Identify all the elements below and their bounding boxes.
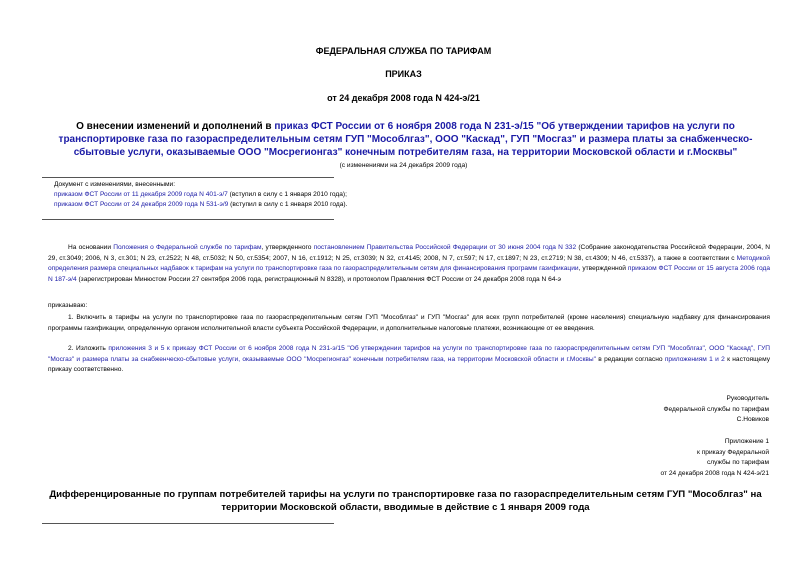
clause-text: к настоящему приказу соответственно.: [48, 355, 770, 373]
agency-heading: ФЕДЕРАЛЬНАЯ СЛУЖБА ПО ТАРИФАМ: [315, 46, 492, 56]
clause-text: 2. Изложить: [68, 345, 109, 352]
change-note-2: (вступил в силу с 1 января 2010 года).: [228, 201, 348, 208]
changes-block: [54, 180, 394, 210]
divider-bottom: [42, 219, 334, 220]
appendix-number: Приложение 1: [724, 438, 769, 445]
changes-label: Документ с изменениями, внесенными:: [54, 181, 176, 188]
signature-name: С.Новиков: [736, 416, 769, 423]
preamble-paragraph: [48, 243, 770, 285]
government-decree-link[interactable]: постановлением Правительства Российской Федерации от 30 июня 2004 года N 332: [313, 244, 577, 251]
signature-agency: Федеральной службы по тарифам: [663, 405, 769, 413]
title-prefix: О внесении изменений и дополнений в: [76, 121, 275, 132]
appendices-order-link[interactable]: приложения 3 и 5 к приказу ФСТ России от 6 ноября 2008 года N 231-э/15 "Об утверждении тарифов на услуги по транспортировке газа по газораспределительным сетям ГУП "Мособлгаз", ООО "Каскад", ГУП "Мосгаз" и размера платы за снабженческо-сбытовые услуги, оказываемые ООО "Мосрегионгаз" конечным потребителям газа, на территории Московской области и г.Москвы": [48, 345, 770, 363]
appendix-ref-2: службы по тарифам: [706, 459, 769, 466]
change-link-1[interactable]: приказом ФСТ России от 11 декабря 2009 года N 401-э/7: [54, 191, 228, 198]
orders-word: приказываю:: [48, 302, 88, 309]
preamble-text: , утвержденной: [578, 265, 628, 272]
divider-footer: [42, 523, 334, 524]
revision-note: (с изменениями на 24 декабря 2009 года): [339, 162, 468, 169]
fst-order-link[interactable]: приказом ФСТ России от 15 августа 2006 года N 187-э/4: [48, 265, 770, 283]
appendices-link[interactable]: приложениям 1 и 2: [664, 355, 725, 363]
clause-text: в редакции согласно: [595, 355, 665, 363]
signature-block: [664, 394, 770, 426]
preamble-text: (Собрание законодательства Российской Федерации, 2004, N 29, ст.3049; 2006, N 3, ст.301; N 23, ст.2522; N 48, ст.5032; N 50, ст.5354; 2007, N 16, ст.1912; N 25, ст.3039; N 32, ст.4145; 2008, N 7, ст.597; N 17, ст.1897; N 23, ст.2719; N 38, ст.4309; N 46, ст.5337), а также в соответствии с: [48, 244, 770, 262]
signature-position: Руководитель: [726, 395, 769, 402]
change-item: [54, 190, 394, 200]
regulation-link[interactable]: Положения о Федеральной службе по тарифам: [113, 244, 262, 251]
date-number-heading: от 24 декабря 2008 года N 424-э/21: [327, 93, 480, 103]
document-title: [48, 120, 763, 159]
appendix-title: Дифференцированные по группам потребителей тарифы на услуги по транспортировке газа по газораспределительным сетям ГУП "Мособлгаз" на территории Московской области, вводимые в действие с 1 января 2009 года: [49, 489, 762, 513]
clause-2: [48, 344, 770, 376]
title-order-link[interactable]: приказ ФСТ России от 6 ноября 2008 года N 231-э/15 "Об утверждении тарифов на услуги по транспортировке газа по газораспределительным сетям ГУП "Мособлгаз", ООО "Каскад", ГУП "Мосгаз" и размера платы за снабженческо-сбытовые услуги, оказываемые ООО "Мосрегионгаз" конечным потребителям газа, на территории Московской области и г.Москвы": [58, 121, 753, 158]
appendix-ref-3: от 24 декабря 2008 года N 424-э/21: [660, 469, 769, 477]
divider-top: [42, 177, 334, 178]
preamble-text: , утвержденного: [261, 244, 314, 251]
appendix-header: [661, 437, 769, 479]
methodology-link[interactable]: Методикой определения размера специальных надбавок к тарифам на услуги по транспортировке газа по газораспределительным сетям для финансирования программ газификации: [48, 254, 770, 272]
change-link-2[interactable]: приказом ФСТ России от 24 декабря 2009 года N 531-э/9: [54, 201, 229, 208]
preamble-text: (зарегистрирован Минюстом России 27 сентября 2006 года, регистрационный N 8328), и протоколом Правления ФСТ России от 24 декабря 2008 года N 64-э: [76, 275, 562, 283]
preamble-text: На основании: [68, 244, 114, 251]
change-item: [54, 200, 394, 210]
appendix-ref-1: к приказу Федеральной: [697, 448, 769, 456]
clause-1: 1. Включить в тарифы на услуги по транспортировке газа по газораспределительным сетям ГУП "Мособлгаз" и ГУП "Мосгаз" для всех групп потребителей (кроме населения) специальную надбавку для финансирования программы газификации, определенную органом исполнительной власти субъекта Российской Федерации, и дополнительные налоговые платежи, возникающие от ее введения.: [48, 314, 770, 332]
change-note-1: (вступил в силу с 1 января 2010 года);: [227, 191, 347, 198]
doc-type-heading: ПРИКАЗ: [385, 69, 422, 79]
